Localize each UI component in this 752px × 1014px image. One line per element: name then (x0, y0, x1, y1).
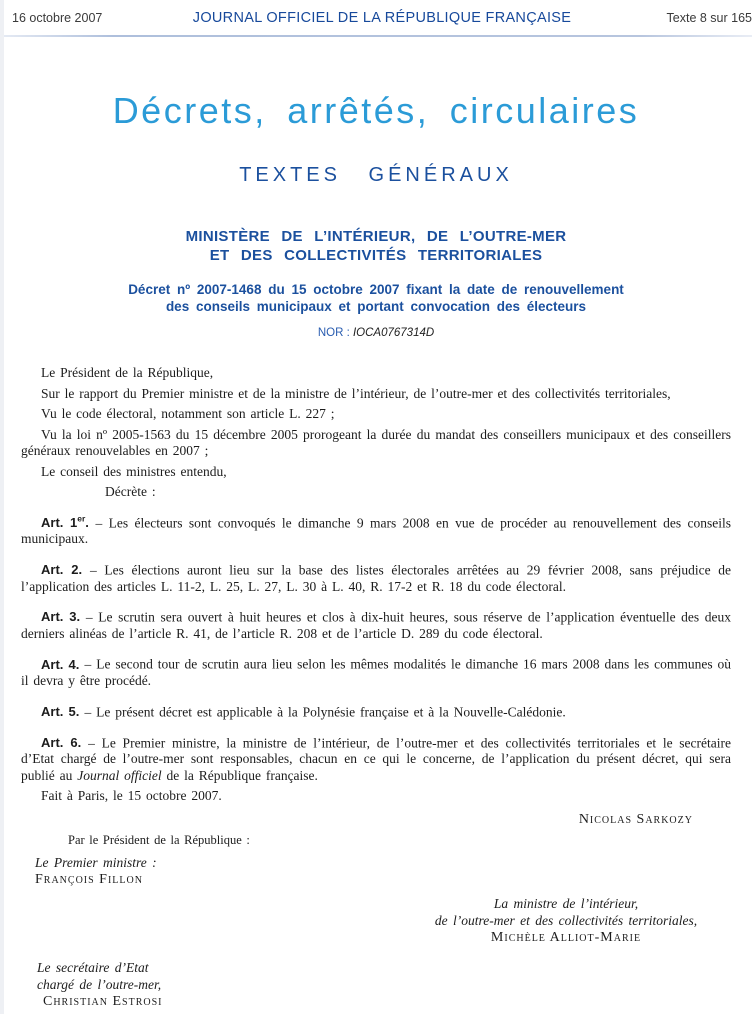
nor-value: IOCA0767314D (352, 327, 435, 339)
decree-title-line-1: Décret nº 2007-1468 du 15 octobre 2007 fixant la date de renouvellement (128, 282, 624, 297)
document-page (0, 89, 752, 1010)
ministry-line-2: ET DES COLLECTIVITÉS TERRITORIALES (209, 247, 543, 264)
signature-interior-minister (401, 895, 731, 946)
signature-state-secretary (37, 959, 731, 1010)
minister-role-line-1: La ministre de l’intérieur, (493, 895, 639, 911)
closing-line: Fait à Paris, le 15 octobre 2007. (41, 788, 222, 804)
nor-label: NOR : (317, 327, 353, 339)
secretary-name: Christian Estrosi (43, 993, 163, 1009)
secretary-role-line-1: Le secrétaire d’Etat (37, 959, 149, 975)
article-4: Art. 4. – Le second tour de scrutin aura lieu selon les mêmes modalités le dimanche 16 mars 2008 dans les communes où il devra y être procédé. (21, 656, 731, 689)
preamble-paragraph-2: Sur le rapport du Premier ministre et de la ministre de l’intérieur, de l’outre-mer et des collectivités territoriales, (41, 385, 671, 401)
article-5-text: Le présent décret est applicable à la Polynésie française et à la Nouvelle-Calédonie. (96, 704, 566, 720)
signature-prime-minister (35, 854, 731, 888)
ministry-heading (21, 227, 731, 265)
journal-officiel-italic: Journal officiel (77, 767, 162, 783)
preamble-paragraph-4: Vu la loi nº 2005-1563 du 15 décembre 2005 prorogeant la durée du mandat des conseillers municipaux et des conseillers généraux renouvelables en 2007 ; (21, 426, 731, 458)
page-header (0, 0, 752, 26)
signature-president: Nicolas Sarkozy (578, 811, 693, 827)
preamble-paragraph-3: Vu le code électoral, notamment son article L. 227 ; (41, 406, 335, 421)
article-6: Art. 6. – Le Premier ministre, la ministre de l’intérieur, de l’outre-mer et des collectivités territoriales et le secrétaire d’Etat chargé de l’outre-mer sont responsables, chacun en ce qui le concerne, de l’application du présent décret, qui sera publié au Journal officiel de la République française. (21, 734, 732, 783)
preamble-paragraph-5: Le conseil des ministres entendu, (41, 463, 227, 479)
article-1-label: Art. 1er. (41, 513, 96, 530)
article-3-text: Le scrutin sera ouvert à huit heures et clos à dix-huit heures, sous réserve de l’application éventuelle des deux derniers alinéas de l’article R. 41, de l’article R. 208 et de l’article D. 289 du code électoral. (21, 609, 732, 641)
article-3: Art. 3. – Le scrutin sera ouvert à huit heures et clos à dix-huit heures, sous réserve de l’application éventuelle des deux derniers alinéas de l’article R. 41, de l’article R. 208 et de l’article D. 289 du code électoral. (21, 609, 732, 641)
article-2: Art. 2. – Les élections auront lieu sur la base des listes électorales arrêtées au 29 février 2008, sans préjudice de l’application des articles L. 11-2, L. 25, L. 27, L. 30 à L. 40, R. 17-2 et R. 18 du code électoral. (21, 562, 731, 594)
decree-title-line-2: des conseils municipaux et portant convocation des électeurs (165, 299, 587, 314)
article-1: Art. 1er. – Les électeurs sont convoqués le dimanche 9 mars 2008 en vue de procéder au renouvellement des conseils municipaux. (21, 513, 731, 547)
article-3-label: Art. 3. (41, 609, 86, 625)
decree-body (21, 365, 731, 1010)
decrete-line: Décrète : (105, 484, 156, 499)
pm-role: Le Premier ministre : (35, 854, 157, 870)
article-5-label: Art. 5. (41, 704, 85, 720)
article-6-label: Art. 6. (41, 734, 89, 750)
header-divider (0, 35, 752, 37)
minister-name: Michèle Alliot-Marie (490, 929, 642, 945)
article-2-text: Les élections auront lieu sur la base des listes électorales arrêtées au 29 février 2008, sans préjudice de l’application des articles L. 11-2, L. 25, L. 27, L. 30 à L. 40, R. 17-2 et R. 18 du code électoral. (21, 562, 731, 594)
texte-reference: Texte 8 sur 165 (666, 11, 752, 25)
article-1-text: Les électeurs sont convoqués le dimanche 9 mars 2008 en vue de procéder au renouvellement des conseils municipaux. (21, 514, 731, 547)
decree-title (21, 281, 731, 315)
article-5: Art. 5. – Le présent décret est applicable à la Polynésie française et à la Nouvelle-Calédonie. (41, 704, 566, 720)
article-6-text: Le Premier ministre, la ministre de l’intérieur, de l’outre-mer et des collectivités territoriales et le secrétaire d’Etat chargé de l’outre-mer sont responsables, chacun en ce qui le concerne, de l’application du présent décret, qui sera publié au (21, 734, 732, 783)
minister-role-line-2: de l’outre-mer et des collectivités territoriales, (434, 912, 698, 928)
subsection-title: TEXTES GÉNÉRAUX (239, 164, 513, 186)
countersign-intro: Par le Président de la République : (68, 833, 250, 848)
secretary-role-line-2: chargé de l’outre-mer, (37, 976, 162, 992)
article-2-label: Art. 2. (41, 562, 90, 578)
preamble-paragraph-1: Le Président de la République, (41, 365, 214, 380)
journal-title: JOURNAL OFFICIEL DE LA RÉPUBLIQUE FRANÇAISE (192, 10, 572, 26)
article-4-label: Art. 4. (41, 656, 85, 672)
header-date: 16 octobre 2007 (12, 11, 103, 25)
article-4-text: Le second tour de scrutin aura lieu selon les mêmes modalités le dimanche 16 mars 2008 dans les communes où il devra y être procédé. (21, 656, 731, 689)
pm-name: François Fillon (35, 871, 143, 887)
section-title: Décrets, arrêtés, circulaires (112, 90, 640, 131)
nor-line (21, 327, 731, 339)
ministry-line-1: MINISTÈRE DE L’INTÉRIEUR, DE L’OUTRE-MER (185, 228, 567, 245)
